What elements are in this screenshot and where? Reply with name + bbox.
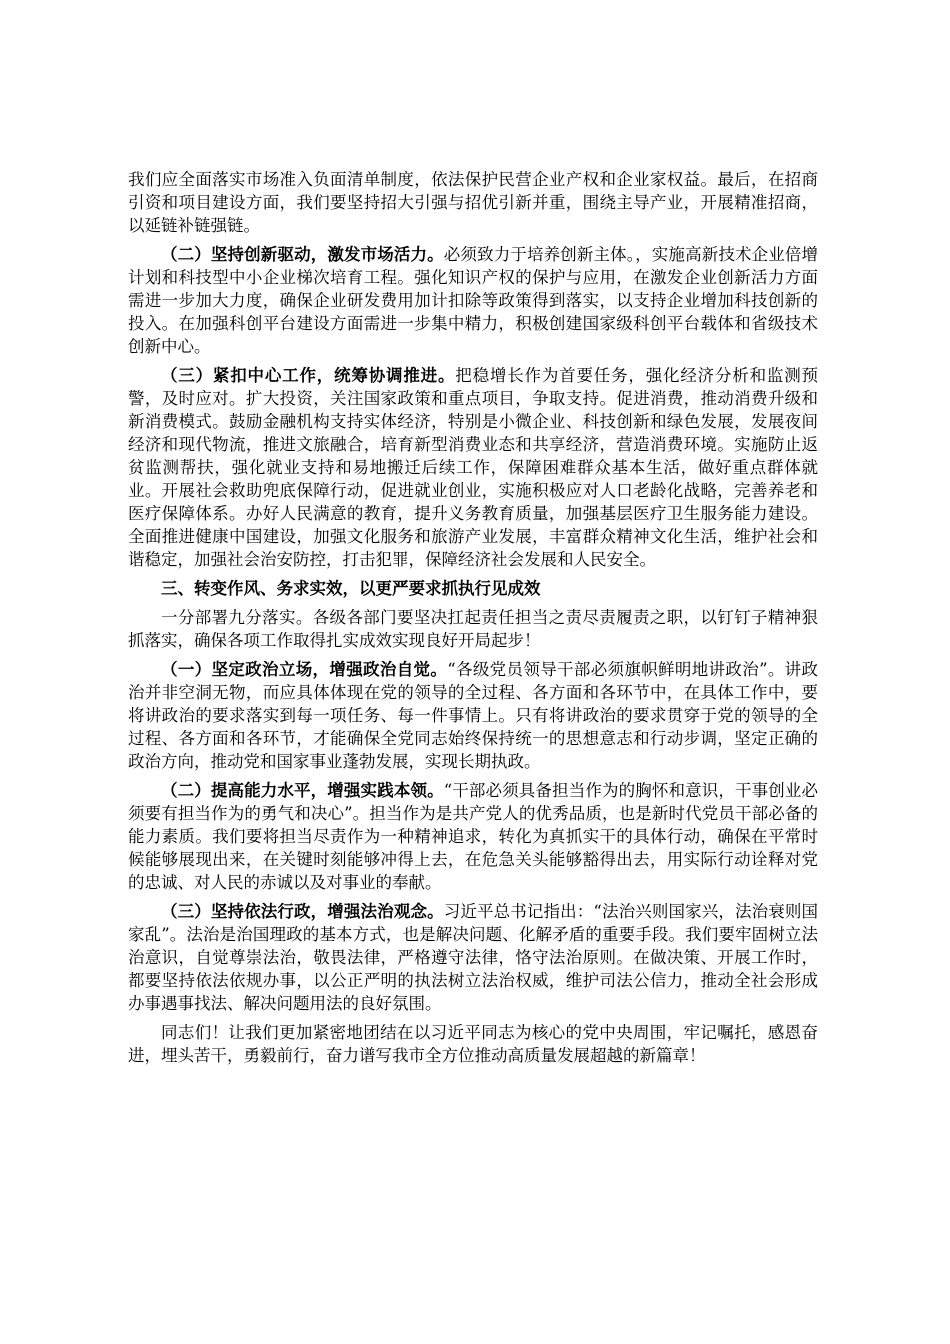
paragraph-lead: （二）坚持创新驱动，激发市场活力。 bbox=[161, 245, 444, 264]
paragraph-text: 我们应全面落实市场准入负面清单制度，依法保护民营企业产权和企业家权益。最后，在招商引资和项目建设方面，我们要坚持招大引强与招优引新并重，围绕主导产业，开展精准招商，以延链补链强链。 bbox=[128, 170, 818, 235]
paragraph-innovation bbox=[128, 243, 818, 358]
paragraph-implementation bbox=[128, 606, 818, 652]
document-body bbox=[128, 168, 818, 1073]
paragraph-text: “干部必须具备担当作为的胸怀和意识，干事创业必须要有担当作为的勇气和决心”。担当作为是共产党人的优秀品质，也是新时代党员干部必备的能力素质。我们要将担当尽责作为一种精神追求，转化为真抓实干的具体行动，确保在平常时候能够展现出来，在关键时刻能够冲得上去，在危急关头能够豁得出去，用实际行动诠释对党的忠诚、对人民的赤诚以及对事业的奉献。 bbox=[128, 781, 819, 892]
paragraph-text: 同志们！让我们更加紧密地团结在以习近平同志为核心的党中央周围，牢记嘱托，感恩奋进，埋头苦干，勇毅前行，奋力谱写我市全方位推动高质量发展超越的新篇章！ bbox=[128, 1023, 818, 1065]
paragraph-lead: （二）提高能力水平，增强实践本领。 bbox=[161, 781, 444, 800]
paragraph-political-stance bbox=[128, 658, 818, 773]
paragraph-central-work bbox=[128, 364, 818, 571]
paragraph-text: 把稳增长作为首要任务，强化经济分析和监测预警，及时应对。扩大投资，关注国家政策和重点项目，争取支持。促进消费，推动消费升级和新消费模式。鼓励金融机构支持实体经济，特别是小微企业、科技创新和绿色发展，发展夜间经济和现代物流，推进文旅融合，培育新型消费业态和共享经济，营造消费环境。实施防止返贫监测帮扶，强化就业支持和易地搬迁后续工作，保障困难群众基本生活，做好重点群体就业。开展社会救助兜底保障行动，促进就业创业，实施积极应对人口老龄化战略，完善养老和医疗保障体系。办好人民满意的教育，提升义务教育质量，加强基层医疗卫生服务能力建设。全面推进健康中国建设，加强文化服务和旅游产业发展，丰富群众精神文化生活，维护社会和谐稳定，加强社会治安防控，打击犯罪，保障经济社会发展和人民安全。 bbox=[128, 366, 819, 569]
section-heading bbox=[128, 577, 818, 600]
paragraph-closing bbox=[128, 1021, 818, 1067]
paragraph-rule-of-law bbox=[128, 900, 818, 1015]
paragraph-text: “各级党员领导干部必须旗帜鲜明地讲政治”。讲政治并非空洞无物，而应具体体现在党的领导的全过程、各方面和各环节中，在具体工作中，要将讲政治的要求落实到每一项任务、每一件事情上。只有将讲政治的要求贯穿于党的领导的全过程、各方面和各环节，才能确保全党同志始终保持统一的思想意志和行动步调，坚定正确的政治方向，推动党和国家事业蓬勃发展，实现长期执政。 bbox=[128, 660, 819, 771]
paragraph-lead: （三）坚持依法行政，增强法治观念。 bbox=[161, 902, 444, 921]
paragraph-lead: （三）紧扣中心工作，统筹协调推进。 bbox=[161, 366, 456, 385]
paragraph-text: 一分部署九分落实。各级各部门要坚决扛起责任担当之责尽责履责之职，以钉钉子精神狠抓落实，确保各项工作取得扎实成效实现良好开局起步！ bbox=[128, 608, 818, 650]
paragraph-lead: （一）坚定政治立场，增强政治自觉。 bbox=[161, 660, 448, 679]
paragraph-continuation bbox=[128, 168, 818, 237]
paragraph-ability bbox=[128, 779, 818, 894]
section-heading-text: 三、转变作风、务求实效，以更严要求抓执行见成效 bbox=[161, 579, 541, 598]
paragraph-text: 习近平总书记指出：“法治兴则国家兴，法治衰则国家乱”。法治是治国理政的基本方式，也是解决问题、化解矛盾的重要手段。我们要牢固树立法治意识，自觉尊崇法治，敬畏法律，严格遵守法律，恪守法治原则。在做决策、开展工作时，都要坚持依法依规办事，以公正严明的执法树立法治权威，维护司法公信力，推动全社会形成办事遇事找法、解决问题用法的良好氛围。 bbox=[128, 902, 819, 1013]
paragraph-text: 必须致力于培养创新主体。，实施高新技术企业倍增计划和科技型中小企业梯次培育工程。强化知识产权的保护与应用，在激发企业创新活力方面需进一步加大力度，确保企业研发费用加计扣除等政策得到落实，以支持企业增加科技创新的投入。在加强科创平台建设方面需进一步集中精力，积极创建国家级科创平台载体和省级技术创新中心。 bbox=[128, 245, 819, 356]
